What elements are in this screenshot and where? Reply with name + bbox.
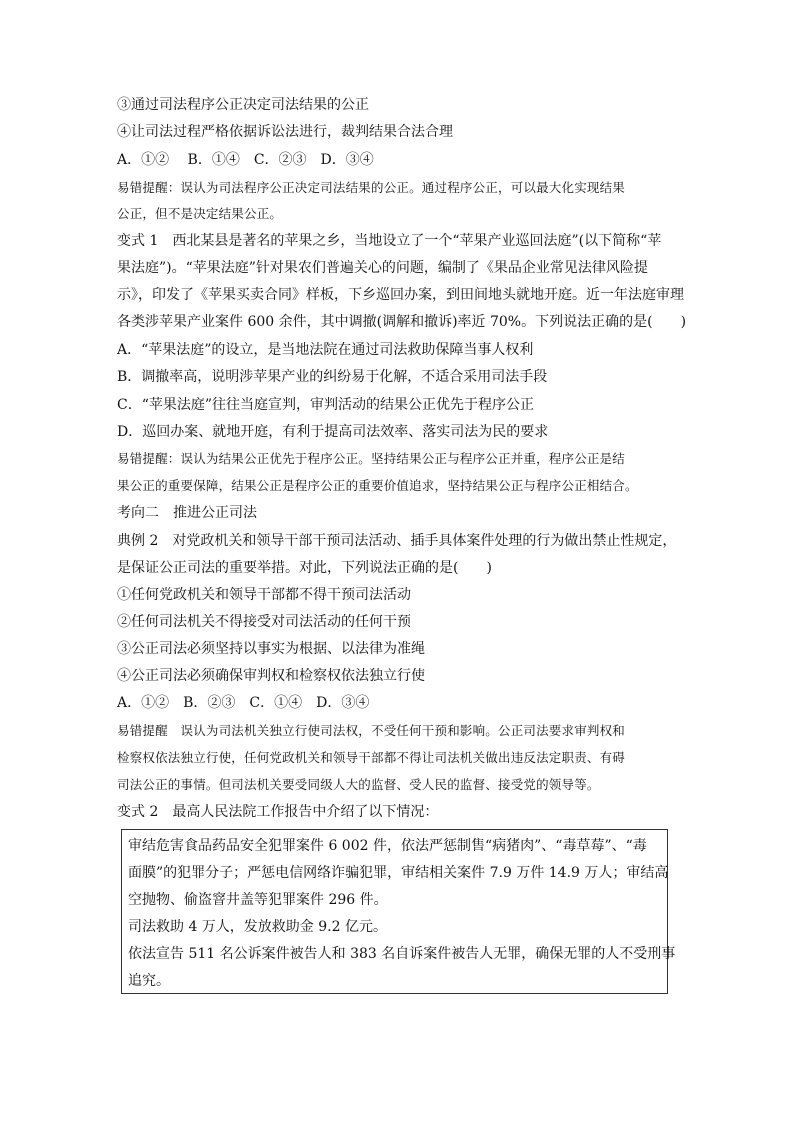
variant-1-option-c: C．“苹果法庭”往往当庭宣判，审判活动的结果公正优先于程序公正 bbox=[117, 397, 535, 413]
example-2-line-1: 典例 2 对党政机关和领导干部干预司法活动、插手具体案件处理的行为做出禁止性规定， bbox=[117, 533, 677, 549]
material-box bbox=[121, 829, 676, 994]
variant-1-line-1: 变式 1 西北某县是著名的苹果之乡，当地设立了一个“苹果产业巡回法庭”(以下简称“苹 bbox=[117, 233, 662, 249]
option-4: ④让司法过程严格依据诉讼法进行，裁判结果合法合理 bbox=[117, 124, 453, 140]
variant-1-line-4: 各类涉苹果产业案件 600 余件，其中调撤(调解和撤诉)率近 70%。下列说法正确的是( ) bbox=[117, 314, 687, 330]
variant-2-intro: 变式 2 最高人民法院工作报告中介绍了以下情况： bbox=[117, 804, 439, 820]
error-hint-3-line-1: 易错提醒 误认为司法机关独立行使司法权，不受任何干预和影响。公正司法要求审判权和 bbox=[117, 723, 626, 738]
error-hint-3-line-2: 检察权依法独立行使，任何党政机关和领导干部都不得让司法机关做出违反法定职责、有碍 bbox=[117, 750, 626, 765]
section-heading: 考向二 推进公正司法 bbox=[117, 505, 257, 521]
material-line-3: 空抛物、偷盗窨井盖等犯罪案件 296 件。 bbox=[128, 892, 388, 908]
variant-1-line-3: 示》，印发了《苹果买卖合同》样板，下乡巡回办案，到田间地头就地开庭。近一年法庭审理 bbox=[117, 287, 684, 303]
variant-1-option-a: A．“苹果法庭”的设立，是当地法院在通过司法救助保障当事人权利 bbox=[117, 342, 534, 358]
material-line-4: 司法救助 4 万人，发放救助金 9.2 亿元。 bbox=[128, 919, 387, 935]
error-hint-3-line-3: 司法公正的事情。但司法机关要受同级人大的监督、受人民的监督、接受党的领导等。 bbox=[117, 777, 600, 792]
option-3: ③通过司法程序公正决定司法结果的公正 bbox=[117, 97, 369, 113]
error-hint-line-2: 公正，但不是决定结果公正。 bbox=[117, 206, 283, 221]
answer-choices: A．①② B．①④ C．②③ D．③④ bbox=[117, 152, 374, 168]
error-hint-2-line-2: 果公正的重要保障，结果公正是程序公正的重要价值追求，坚持结果公正与程序公正相结合。 bbox=[117, 478, 638, 493]
example-2-option-1: ①任何党政机关和领导干部都不得干预司法活动 bbox=[117, 587, 411, 603]
variant-1-option-b: B．调撤率高，说明涉苹果产业的纠纷易于化解，不适合采用司法手段 bbox=[117, 369, 548, 385]
material-line-5: 依法宣告 511 名公诉案件被告人和 383 名自诉案件被告人无罪，确保无罪的人不受刑事 bbox=[128, 946, 676, 962]
example-2-option-4: ④公正司法必须确保审判权和检察权依法独立行使 bbox=[117, 668, 425, 684]
variant-1-option-d: D．巡回办案、就地开庭，有利于提高司法效率、落实司法为民的要求 bbox=[117, 424, 549, 440]
example-2-option-3: ③公正司法必须坚持以事实为根据、以法律为准绳 bbox=[117, 641, 425, 657]
material-line-1: 审结危害食品药品安全犯罪案件 6 002 件，依法严惩制售“病猪肉”、“毒草莓”、“毒 bbox=[128, 838, 647, 854]
material-line-6: 追究。 bbox=[128, 973, 170, 989]
example-2-option-2: ②任何司法机关不得接受对司法活动的任何干预 bbox=[117, 614, 411, 630]
error-hint-line-1: 易错提醒：误认为司法程序公正决定司法结果的公正。通过程序公正，可以最大化实现结果 bbox=[117, 180, 626, 195]
variant-1-line-2: 果法庭”)。“苹果法庭”针对果农们普遍关心的问题，编制了《果品企业常见法律风险提 bbox=[117, 260, 648, 276]
error-hint-2-line-1: 易错提醒：误认为结果公正优先于程序公正。坚持结果公正与程序公正并重，程序公正是结 bbox=[117, 451, 626, 466]
example-2-line-2: 是保证公正司法的重要举措。对此，下列说法正确的是( ) bbox=[117, 560, 492, 576]
material-line-2: 面膜”的犯罪分子；严惩电信网络诈骗犯罪，审结相关案件 7.9 万件 14.9 万人；审结高 bbox=[128, 865, 669, 881]
example-2-answer-choices: A．①② B．②③ C．①④ D．③④ bbox=[117, 695, 370, 711]
